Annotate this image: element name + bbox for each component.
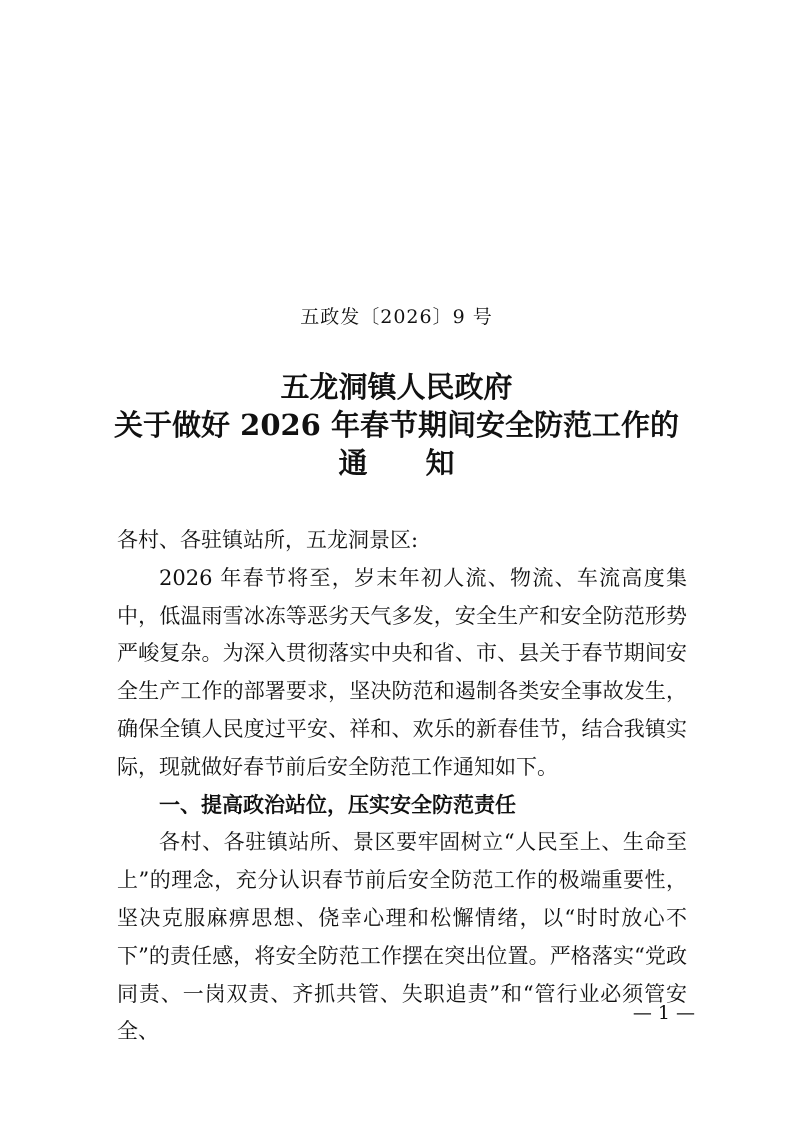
document-number: 五政发〔2026〕9 号 <box>300 306 493 328</box>
document-title <box>0 368 793 482</box>
section-paragraph-1: 各村、各驻镇站所、景区要牢固树立“人民至上、生命至上”的理念，充分认识春节前后安全防范工作的极端重要性，坚决克服麻痹思想、侥幸心理和松懈情绪，以“时时放心不下”的责任感，将安全防范工作摆在突出位置。严格落实“党政同责、一岗双责、齐抓共管、失职追责”和“管行业必须管安全、 <box>117 830 687 1044</box>
document-body <box>117 522 687 1051</box>
page-number: — 1 — <box>632 1002 695 1024</box>
section-heading-1: 一、提高政治站位，压实安全防范责任 <box>159 792 516 817</box>
intro-paragraph: 2026 年春节将至，岁末年初人流、物流、车流高度集中，低温雨雪冰冻等恶劣天气多发，安全生产和安全防范形势严峻复杂。为深入贯彻落实中央和省、市、县关于春节期间安全生产工作的部署要求，坚决防范和遏制各类安全事故发生，确保全镇人民度过平安、祥和、欢乐的新春佳节，结合我镇实际，现就做好春节前后安全防范工作通知如下。 <box>117 565 687 779</box>
title-line-subject: 关于做好 2026 年春节期间安全防范工作的 <box>114 408 679 442</box>
salutation: 各村、各驻镇站所，五龙洞景区: <box>117 528 419 552</box>
title-line-notice: 通知 <box>338 446 513 480</box>
title-line-issuer: 五龙洞镇人民政府 <box>280 370 513 404</box>
